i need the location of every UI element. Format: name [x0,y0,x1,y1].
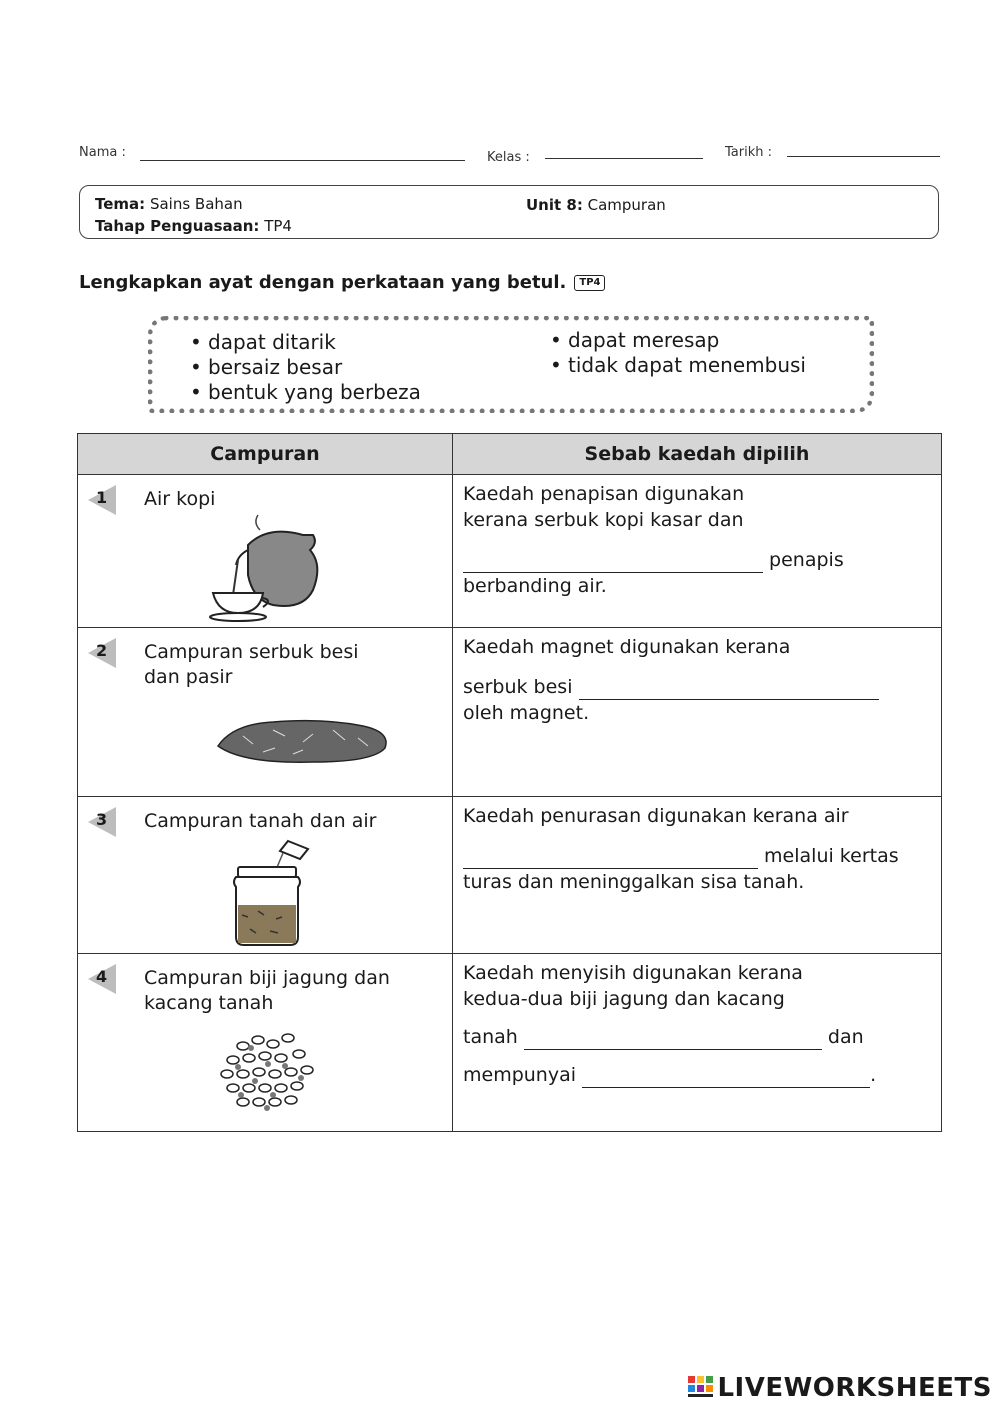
reason-text: Kaedah menyisih digunakan kerana kedua-dua biji jagung dan kacang tanah dan mempunyai . [463,961,877,1086]
row-number-badge: 1 [88,485,116,515]
instruction [79,272,605,293]
tema-line [95,195,243,213]
mixture-cell [78,475,453,628]
tp-badge: TP4 [574,275,605,291]
class-label: Kelas : [487,150,530,165]
answer-blank[interactable] [579,679,879,700]
answer-blank[interactable] [463,848,758,869]
row-number-badge: 2 [88,638,116,668]
liveworksheets-logo-icon [688,1376,714,1398]
reason-cell [453,628,942,796]
header-sebab: Sebab kaedah dipilih [453,434,942,475]
name-field[interactable] [140,160,465,161]
answer-blank[interactable] [582,1067,870,1088]
table-row [78,628,942,796]
brand-text: LIVEWORKSHEETS [717,1373,992,1403]
tahap-label: Tahap Penguasaan: [95,217,260,235]
table-row [78,475,942,628]
soil-water-jar-icon [228,837,318,949]
coffee-pot-icon [208,505,328,623]
mixture-label: Campuran biji jagung dan kacang tanah [144,966,390,1014]
iron-sand-pile-icon [213,716,393,766]
mixture-label: Campuran serbuk besi dan pasir [144,641,359,689]
reason-cell [453,796,942,953]
word-bank-item[interactable]: • tidak dapat menembusi [550,353,806,377]
reason-cell [453,475,942,628]
instruction-text: Lengkapkan ayat dengan perkataan yang betul. [79,272,567,293]
word-bank-item[interactable]: • dapat ditarik [190,330,336,354]
word-bank-item[interactable]: • dapat meresap [550,328,720,352]
word-bank-item[interactable]: • bentuk yang berbeza [190,380,421,404]
liveworksheets-brand[interactable] [688,1373,992,1403]
answer-blank[interactable] [463,552,763,573]
mixture-cell [78,628,453,796]
tahap-line [95,217,292,235]
answer-blank[interactable] [524,1029,822,1050]
tema-label: Tema: [95,195,146,213]
table-row [78,796,942,953]
tema-value: Sains Bahan [149,195,243,213]
mixture-cell [78,953,453,1131]
row-number-badge: 4 [88,964,116,994]
name-label: Nama : [79,145,126,160]
class-field[interactable] [545,158,703,159]
mixture-cell [78,796,453,953]
reason-text: Kaedah penapisan digunakan kerana serbuk kopi kasar dan penapis berbanding air. [463,483,844,598]
date-label: Tarikh : [725,145,772,160]
table-row [78,953,942,1131]
reason-text: Kaedah penurasan digunakan kerana air melalui kertas turas dan meninggalkan sisa tanah. [463,804,899,893]
mixture-label: Campuran tanah dan air [144,809,377,832]
reason-cell [453,953,942,1131]
mixture-label: Air kopi [144,488,216,511]
corn-peanut-pile-icon [213,1026,323,1116]
row-number-badge: 3 [88,807,116,837]
tahap-value: TP4 [264,217,292,235]
word-bank-item[interactable]: • bersaiz besar [190,355,343,379]
header-campuran: Campuran [78,434,453,475]
unit-label: Unit 8: [526,196,583,214]
date-field[interactable] [787,156,940,157]
unit-value: Campuran [587,196,666,214]
table-header-row [78,434,942,475]
unit-line [526,196,666,214]
mixture-table [77,433,942,1132]
reason-text: Kaedah magnet digunakan kerana serbuk besi oleh magnet. [453,628,941,726]
